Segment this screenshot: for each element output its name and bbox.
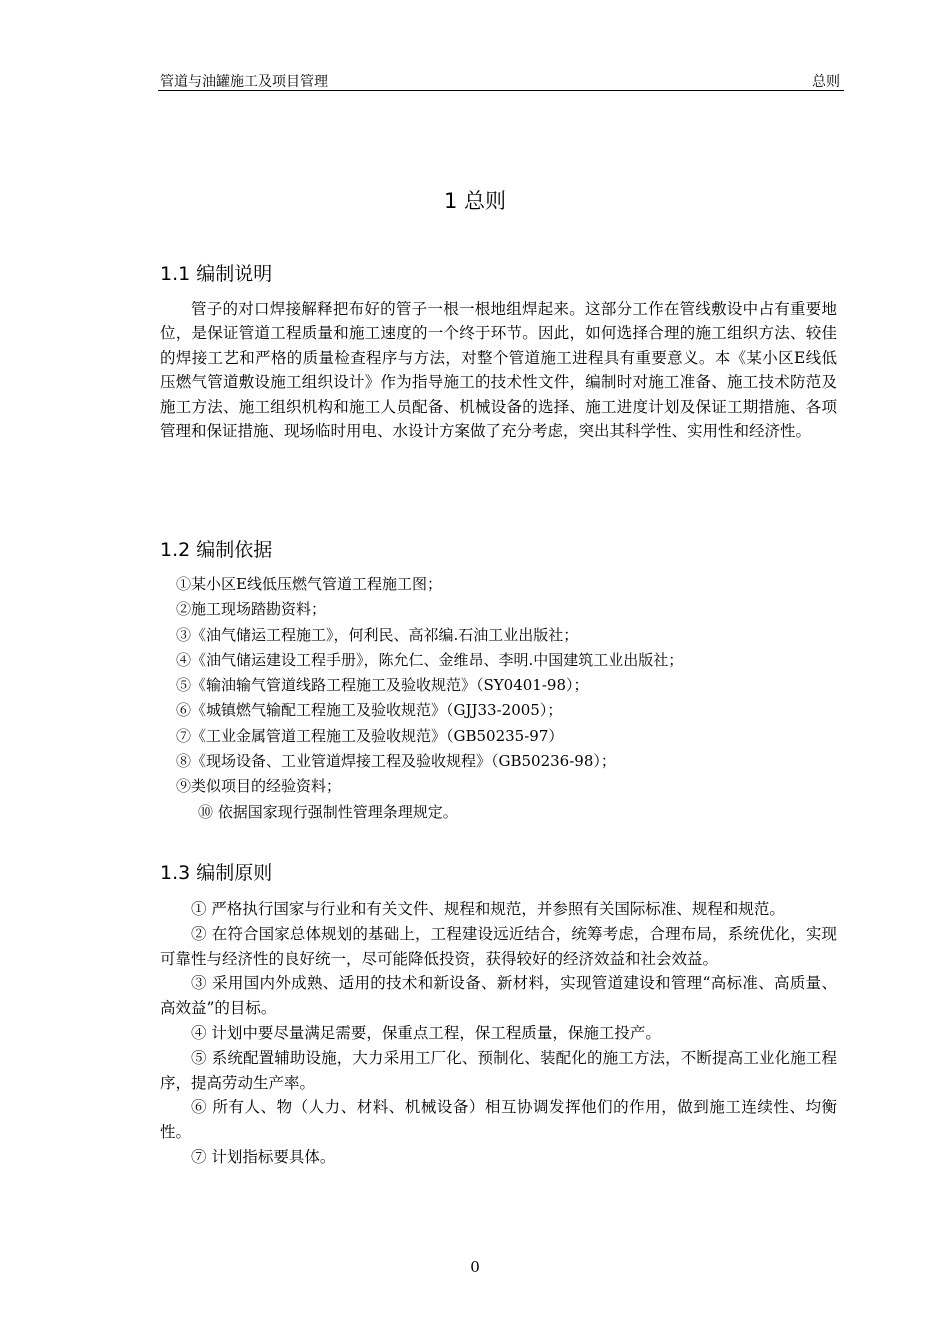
list-item: ②施工现场踏勘资料； [176, 600, 327, 619]
page-number: 0 [470, 1258, 480, 1276]
basis-list [176, 572, 683, 825]
chapter-title: 1 总则 [443, 189, 507, 213]
principle-paragraph: ⑤ 系统配置辅助设施，大力采用工厂化、预制化、装配化的施工方法，不断提高工业化施工程序，提高劳动生产率。 [160, 1048, 837, 1092]
list-item: ④《油气储运建设工程手册》，陈允仁、金维昂、李明.中国建筑工业出版社； [176, 650, 684, 669]
list-item: ⑧《现场设备、工业管道焊接工程及验收规程》（GB50236-98）； [176, 752, 616, 771]
principles-block [160, 897, 837, 1170]
list-item: ①某小区E线低压燃气管道工程施工图； [176, 575, 442, 593]
header-chapter-name: 总则 [812, 74, 840, 90]
section-title-1-1: 1.1 编制说明 [160, 263, 273, 285]
section-title-1-2: 1.2 编制依据 [160, 539, 273, 561]
page-header [158, 68, 844, 91]
section-1-1-paragraph: 管子的对口焊接解释把布好的管子一根一根地组焊起来。这部分工作在管线敷设中占有重要地位，是保证管道工程质量和施工速度的一个终于环节。因此，如何选择合理的施工组织方法、较佳的焊接工艺和严格的质量检查程序与方法，对整个管道施工进程具有重要意义。本《某小区E线低压燃气管道敷设施工组织设计》作为指导施工的技术性文件，编制时对施工准备、施工技术防范及施工方法、施工组织机构和施工人员配备、机械设备的选择、施工进度计划及保证工期措施、各项管理和保证措施、现场临时用电、水设计方案做了充分考虑，突出其科学性、实用性和经济性。 [160, 300, 837, 441]
principle-paragraph: ⑦ 计划指标要具体。 [191, 1147, 336, 1166]
principle-paragraph: ⑥ 所有人、物（人力、材料、机械设备）相互协调发挥他们的作用，做到施工连续性、均衡性。 [160, 1098, 837, 1142]
list-item: ⑥《城镇燃气输配工程施工及验收规范》（GJJ33-2005）； [176, 701, 563, 720]
list-item: ⑦《工业金属管道工程施工及验收规范》（GB50235-97） [176, 726, 564, 745]
principle-paragraph: ① 严格执行国家与行业和有关文件、规程和规范，并参照有关国际标准、规程和规范。 [191, 900, 785, 918]
principle-paragraph: ④ 计划中要尽量满足需要，保重点工程，保工程质量，保施工投产。 [191, 1023, 661, 1042]
header-document-title: 管道与油罐施工及项目管理 [160, 74, 328, 90]
list-item: ⑨类似项目的经验资料； [176, 777, 342, 796]
list-item: ③《油气储运工程施工》，何利民、高祁编.石油工业出版社； [176, 625, 579, 644]
list-item: ⑤《输油输气管道线路工程施工及验收规范》（SY0401-98）； [176, 676, 589, 695]
section-title-1-3: 1.3 编制原则 [160, 862, 273, 884]
list-item: ⑩ 依据国家现行强制性管理条理规定。 [198, 802, 458, 821]
principle-paragraph: ② 在符合国家总体规划的基础上，工程建设远近结合，统筹考虑，合理布局，系统优化，实现可靠性与经济性的良好统一，尽可能降低投资，获得较好的经济效益和社会效益。 [160, 924, 837, 968]
principle-paragraph: ③ 采用国内外成熟、适用的技术和新设备、新材料，实现管道建设和管理“高标准、高质量、高效益”的目标。 [160, 974, 837, 1018]
